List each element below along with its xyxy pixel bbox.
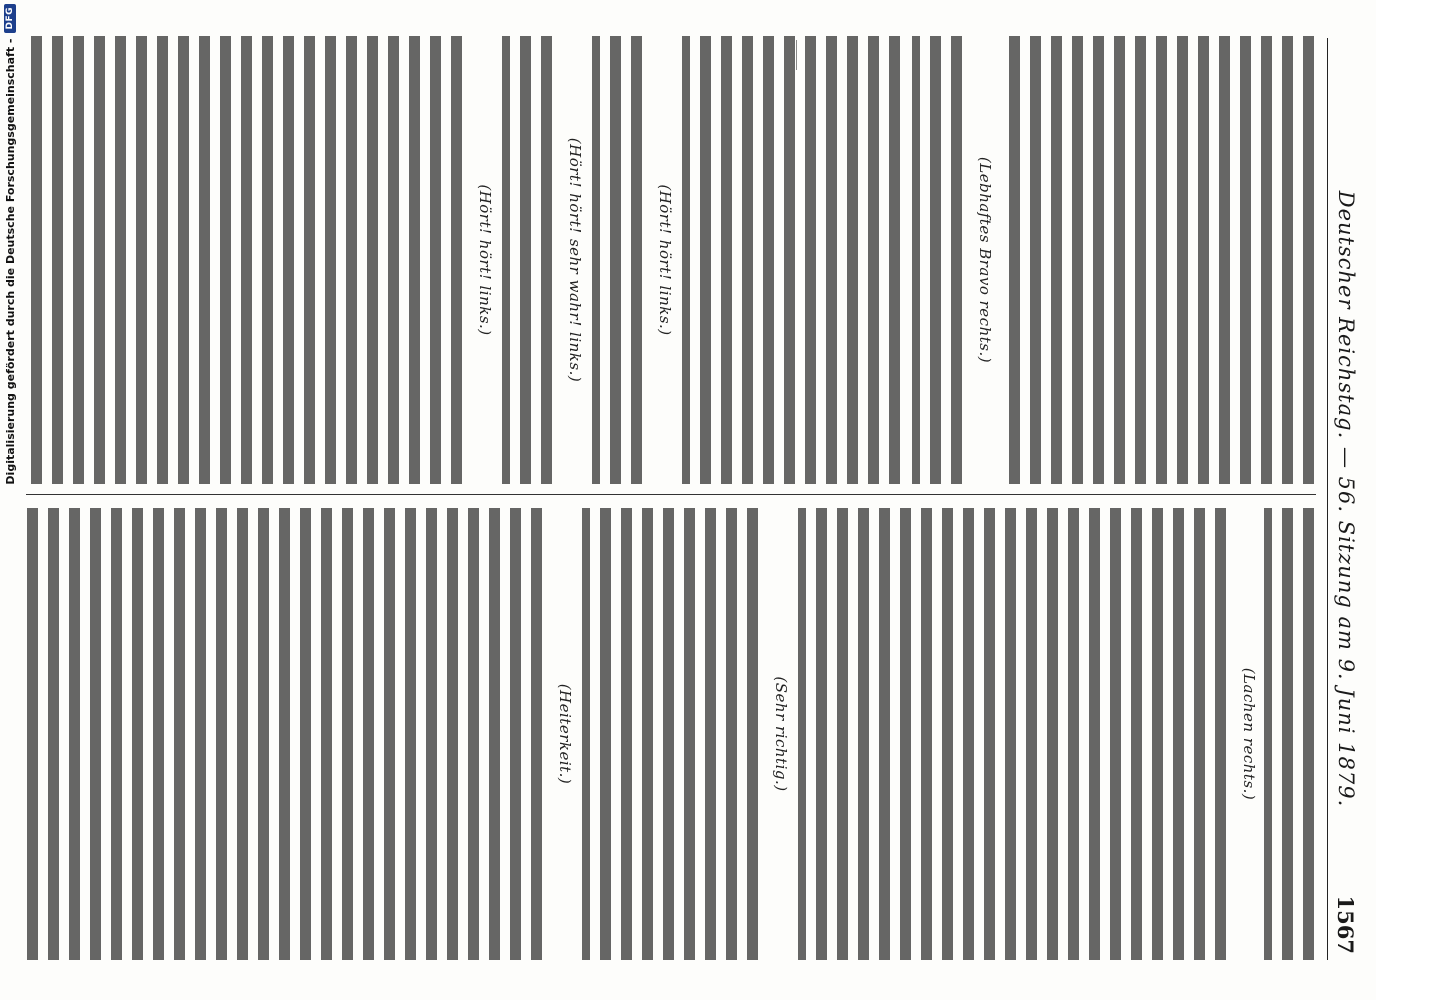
interjection: (Hört! hört! links.) (476, 184, 494, 336)
paragraph-block (22, 508, 542, 960)
interjection: (Sehr richtig.) (772, 676, 790, 792)
right-column (30, 508, 1314, 960)
header-title: Deutscher Reichstag. — 56. Sitzung am 9. Juni 1879. (1334, 190, 1358, 808)
column-divider (26, 494, 1316, 495)
paragraph-block (502, 36, 552, 484)
scan-mark (796, 40, 811, 70)
left-column (30, 36, 1314, 484)
paragraph-block (582, 508, 758, 960)
paragraph-block (1002, 36, 1314, 484)
paragraph-block (682, 36, 900, 484)
paragraph-block (798, 508, 1226, 960)
paragraph-block (592, 36, 642, 484)
paragraph-block (912, 36, 962, 484)
page-number: 1567 (1333, 895, 1358, 954)
interjection: (Hört! hört! sehr wahr! links.) (566, 137, 584, 383)
interjection: (Hört! hört! links.) (656, 184, 674, 336)
interjection: (Heiterkeit.) (556, 683, 574, 785)
paragraph-block (1264, 508, 1314, 960)
dfg-logo: DFG (4, 4, 16, 33)
digitization-credit (0, 0, 20, 1000)
credit-text: Digitalisierung gefördert durch die Deutsche Forschungsgemeinschaft - (3, 38, 17, 485)
paragraph-block (22, 36, 462, 484)
interjection: (Lachen rechts.) (1240, 667, 1258, 801)
interjection: (Lebhaftes Bravo rechts.) (976, 156, 994, 364)
page-header (1327, 38, 1362, 960)
